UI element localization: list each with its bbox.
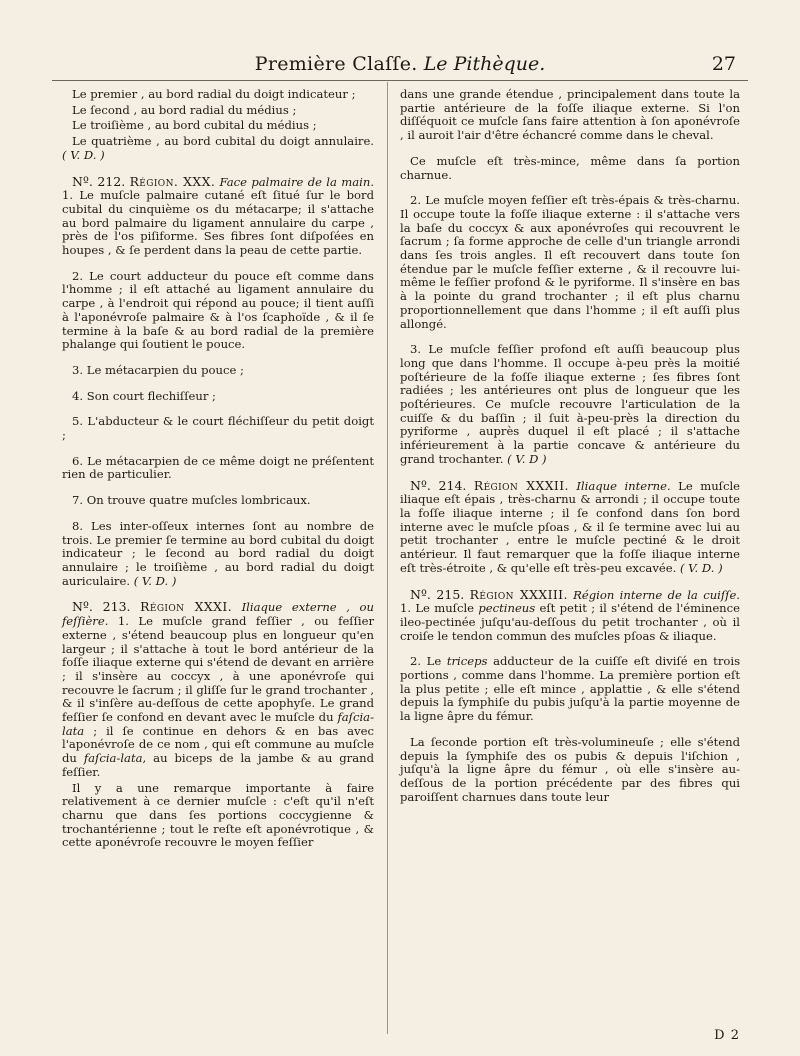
list-item: Le ſecond , au bord radial du médius ; <box>72 102 297 117</box>
section-213 <box>62 600 374 779</box>
paragraph: Il y a une remarque importante à faire relativement à ce dernier muſcle : c'eſt qu'il n'eſt charnu que dans ſes portions coccygienne & trochantérienne ; tout le reſte eſt aponévrotique , & cette aponévroſe recouvre le moyen feſſier <box>62 780 374 850</box>
figure-reference: ( V. D. ) <box>133 573 177 588</box>
header-rule <box>52 80 748 81</box>
paragraph-text: eſt petit ; il s'étend de l'éminence ileo-pectinée juſqu'au-deſſous du petit trochanter , où il croiſe le tendon commun des muſcles pſoas & iliaque. <box>400 601 741 643</box>
term-triceps: triceps <box>446 654 488 669</box>
section-number: Nº. 214. <box>410 477 467 493</box>
list-item: Le premier , au bord radial du doigt indicateur ; <box>72 87 356 101</box>
section-212 <box>62 175 374 258</box>
paragraph-text: Le muſcle iliaque eſt épais , très-charnu & arrondi ; il occupe toute la foſſe iliaque interne ; il ſe confond dans ſon bord interne avec le muſcle pſoas , & il ſe termine avec lui au petit trochanter , entre le muſcle pectiné & le droit antérieur. Il faut remarquer que la foſſe iliaque interne eſt très-étroite , & qu'elle eſt très-peu excavée. <box>400 478 741 575</box>
paragraph <box>400 655 740 724</box>
section-region: Région XXXII. <box>473 477 569 493</box>
running-header <box>60 50 740 80</box>
paragraph: 3. Le métacarpien du pouce ; <box>72 362 244 377</box>
page-number: 27 <box>711 53 736 75</box>
figure-reference: ( V. D ) <box>507 451 547 466</box>
figure-reference: ( V. D. ) <box>62 147 105 162</box>
section-title: Iliaque externe , ou feſſière. <box>62 600 374 629</box>
paragraph: Ce muſcle eſt très-mince, même dans ſa portion charnue. <box>400 153 740 182</box>
section-number: Nº. 213. <box>72 599 131 615</box>
paragraph: 6. Le métacarpien de ce même doigt ne préſentent rien de particulier. <box>62 453 374 482</box>
list-item <box>62 135 374 162</box>
paragraph: 5. L'abducteur & le court fléchiſſeur du petit doigt ; <box>62 414 374 443</box>
section-title: Iliaque interne. <box>576 478 671 493</box>
column-divider <box>387 82 388 1034</box>
paragraph-text: , au biceps de la jambe & au grand feſſier. <box>62 751 375 779</box>
paragraph <box>62 520 374 589</box>
section-title: Région interne de la cuiſſe. <box>573 587 740 602</box>
paragraph-text: 2. Le <box>410 654 442 669</box>
paragraph: dans une grande étendue , principalement dans toute la partie antérieure de la foſſe iliaque externe. Si l'on diſſéquoit ce muſcle ſans faire attention à ſon aponévroſe , il auroit l'air d'être échancré comme dans le cheval. <box>400 87 740 143</box>
paragraph: La ſeconde portion eſt très-volumineuſe ; elle s'étend depuis la ſymphiſe des os pubis & depuis l'iſchion , juſqu'à la ligne âpre du fémur , où elle s'insère au-deſſous de la portion précédente par des fibres qui paroiſſent charnues dans toute leur <box>400 734 740 804</box>
paragraph: 4. Son court flechiſſeur ; <box>72 388 216 403</box>
paragraph <box>400 343 740 466</box>
header-class-title: Première Claſſe. <box>254 53 418 75</box>
section-region: Région XXXI. <box>140 599 232 615</box>
section-number: Nº. 215. <box>410 586 465 602</box>
header-subject: Le Pithèque. <box>423 53 546 75</box>
paragraph-text: 8. Les inter-oſſeux internes ſont au nombre de trois. Le premier ſe termine au bord cubital du doigt indicateur ; le ſecond au bord radial du doigt annulaire ; le troiſième , au bord radial du doigt auriculaire. <box>62 518 374 588</box>
term-fascia-lata: faſcia-lata <box>62 710 374 738</box>
paragraph-text: 1. Le muſcle palmaire cutané eſt ſitué ſur le bord cubital du cinquième os du métacarpe; il s'attache au bord palmaire du ligament annulaire du carpe , près de l'os piſiforme. Ses fibres ſont diſpoſées en houpes , & ſe perdent dans la peau de cette partie. <box>62 188 374 258</box>
section-region: Région. XXX. <box>129 173 216 189</box>
right-column <box>400 88 740 816</box>
section-title: Face palmaire de la main. <box>219 174 375 189</box>
paragraph: 2. Le muſcle moyen feſſier eſt très-épais & très-charnu. Il occupe toute la foſſe iliaque externe : il s'attache vers la baſe du coccyx & aux aponévroſes qui recouvrent le ſacrum ; ſa forme approche de celle d'un triangle arrondi dans ſes trois angles. Il eſt recouvert dans toute ſon étendue par le muſcle feſſier externe , & il recouvre lui-même le feſſier profond & le pyriforme. Il s'insère en bas à la pointe du grand trochanter ; il eſt plus charnu proportionnellement que dans l'homme ; il eſt auſſi plus allongé. <box>400 193 740 331</box>
paragraph-text: 1. Le muſcle grand feſſier , ou feſſier externe , s'étend beaucoup plus en longueur qu'en largeur ; il s'attache à tout le bord antérieur de la foſſe iliaque externe qui s'étend de devant en arrière ; il s'insère au coccyx , à une aponévroſe qui recouvre le ſacrum ; il gliſſe ſur le grand trochanter , & il s'inſère au-deſſous de cette apophyſe. Le grand feſſier ſe confond en devant avec le muſcle du <box>62 614 374 725</box>
term-pectineus: pectineus <box>478 601 536 616</box>
paragraph-text: adducteur de la cuiſſe eſt diviſé en trois portions , comme dans l'homme. La première portion eſt la plus petite ; elle eſt mince , applattie , & elle s'étend depuis la ſymphiſe du pubis juſqu'à la partie moyenne de la ligne âpre du fémur. <box>400 654 741 724</box>
paragraph-text: ; il ſe continue en dehors & en bas avec l'aponévroſe de ce nom , qui eſt commune au muſcle du <box>62 723 375 766</box>
paragraph: 7. On trouve quatre muſcles lombricaux. <box>72 493 311 508</box>
left-column <box>62 88 374 862</box>
section-region: Région XXXIII. <box>469 586 568 602</box>
figure-reference: ( V. D. ) <box>679 560 723 575</box>
section-214 <box>400 479 740 576</box>
paragraph-text: 3. Le muſcle feſſier profond eſt auſſi beaucoup plus long que dans l'homme. Il occupe à-peu près la moitié poſtérieure de la foſſe iliaque externe ; ſes fibres ſont radiées ; les antérieures ont plus de longueur que les poſtérieures. Ce muſcle recouvre l'articulation de la cuiſſe & du baſſin ; il ſuit à-peu-près la direction du pyriforme , auprès duquel il eſt placé ; il s'attache inférieurement à la partie concave & antérieure du grand trochanter. <box>400 342 740 466</box>
section-number: Nº. 212. <box>72 173 126 189</box>
term-fascia-lata: faſcia-lata <box>83 751 143 766</box>
paragraph: 2. Le court adducteur du pouce eſt comme dans l'homme ; il eſt attaché au ligament annulaire du carpe , à l'endroit qui répond au pouce; il tient auſſi à l'aponévroſe palmaire & à l'os ſcaphoïde , & il ſe termine à la baſe & au bord radial de la première phalange qui ſoutient le pouce. <box>62 268 374 352</box>
paragraph-text: 1. Le muſcle <box>400 601 475 616</box>
list-item: Le troiſième , au bord cubital du médius ; <box>72 118 317 133</box>
signature-mark: D 2 <box>714 1028 740 1043</box>
section-215 <box>400 588 740 644</box>
list-item-text: Le quatrième , au bord cubital du doigt annulaire. <box>72 134 374 149</box>
